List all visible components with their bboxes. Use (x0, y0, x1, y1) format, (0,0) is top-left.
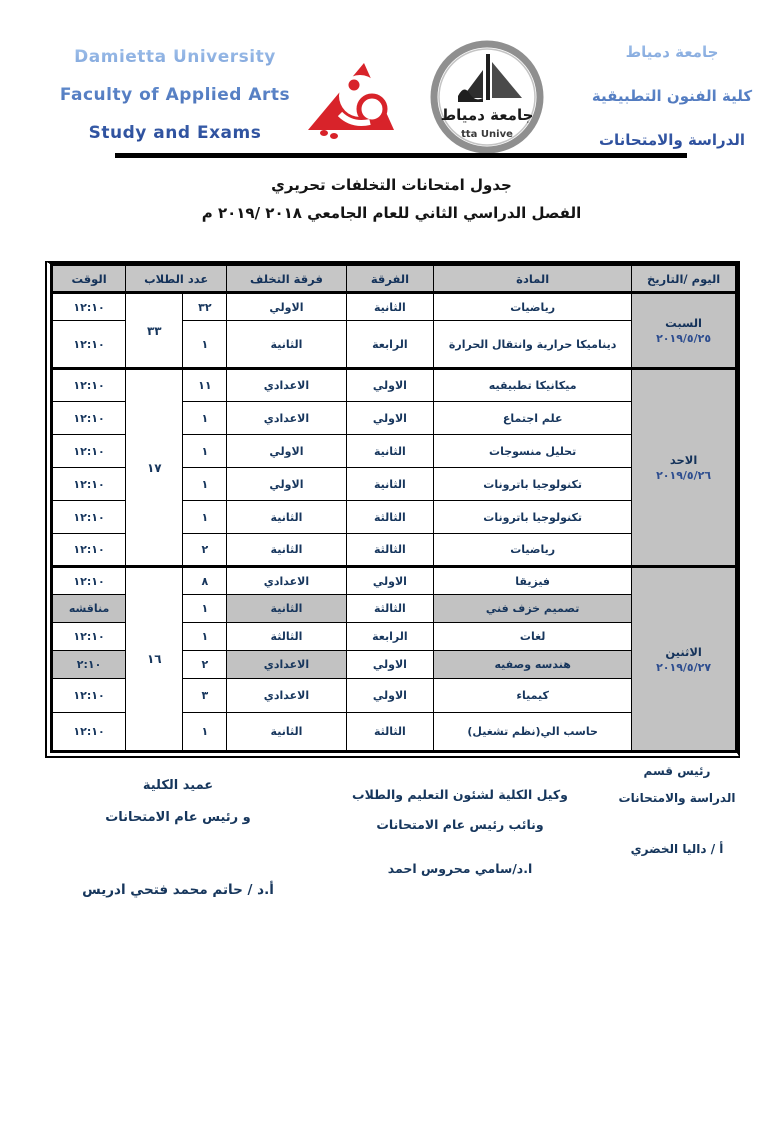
grade-cell: الاولي (346, 567, 433, 595)
subject-cell: رياضيات (434, 293, 632, 321)
english-letterhead-line3: Study and Exams (88, 123, 262, 143)
makeup-cell: الاولي (227, 468, 347, 501)
vice-dean-title-line2: ونائب رئيس عام الامتحانات (376, 817, 544, 832)
exam-schedule-table (52, 265, 736, 751)
document-title (45, 176, 738, 222)
subject-cell: تكنولوجيا باترونات (434, 468, 632, 501)
english-letterhead (52, 38, 298, 152)
day-date: ٢٠١٩/٥/٢٧ (656, 660, 712, 674)
count-cell: ١١ (183, 369, 227, 402)
day-name: الاحد (669, 453, 698, 467)
total-students-cell: ٣٣ (126, 293, 183, 369)
makeup-cell: الثالثة (227, 623, 347, 651)
subject-cell: تصميم خزف فني (434, 595, 632, 623)
count-cell: ١ (183, 713, 227, 751)
dept-head-title-line2: الدراسة والامتحانات (618, 791, 736, 805)
dean-name: أ.د / حاتم محمد فتحي ادريس (82, 882, 274, 898)
signature-block-department-head (588, 758, 766, 863)
time-cell: ١٢:١٠ (53, 679, 126, 713)
grade-cell: الاولي (346, 402, 433, 435)
grade-cell: الرابعة (346, 321, 433, 369)
table-header-row (53, 266, 736, 293)
header-students: عدد الطلاب (126, 266, 227, 293)
subject-cell: تحليل منسوجات (434, 435, 632, 468)
time-cell: ١٢:١٠ (53, 534, 126, 567)
time-cell: ١٢:١٠ (53, 567, 126, 595)
total-students-cell: ١٧ (126, 369, 183, 567)
subject-cell: ديناميكا حرارية وانتقال الحرارة (434, 321, 632, 369)
count-cell: ١ (183, 468, 227, 501)
vice-dean-name: ا.د/سامي محروس احمد (387, 861, 533, 876)
time-cell: ١٢:١٠ (53, 435, 126, 468)
header-day: اليوم /التاريخ (632, 266, 736, 293)
grade-cell: الثانية (346, 468, 433, 501)
subject-cell: كيمياء (434, 679, 632, 713)
time-cell: ٢:١٠ (53, 651, 126, 679)
header-divider-line (115, 153, 687, 158)
time-cell: ١٢:١٠ (53, 501, 126, 534)
subject-cell: علم اجتماع (434, 402, 632, 435)
day-name: السبت (665, 316, 703, 330)
grade-cell: الرابعة (346, 623, 433, 651)
header-makeup: فرقة التخلف (227, 266, 347, 293)
makeup-cell: الاولي (227, 293, 347, 321)
subject-cell: ميكانيكا تطبيقيه (434, 369, 632, 402)
dean-title-line1: عميد الكلية (142, 778, 214, 793)
day-date: ٢٠١٩/٥/٢٦ (656, 469, 712, 482)
arabic-letterhead (578, 30, 766, 162)
makeup-cell: الثانية (227, 713, 347, 751)
day-date-cell (632, 567, 736, 751)
table-row (53, 369, 736, 402)
grade-cell: الثالثة (346, 595, 433, 623)
arabic-letterhead-line1: جامعة دمياط (625, 43, 719, 61)
dept-head-name: أ / داليا الخضري (630, 842, 724, 856)
dean-title-line2: و رئيس عام الامتحانات (105, 810, 251, 825)
title-line1: جدول امتحانات التخلفات تحريري (271, 176, 512, 194)
grade-cell: الاولي (346, 651, 433, 679)
signature-block-dean (48, 770, 308, 906)
count-cell: ١ (183, 321, 227, 369)
time-cell: ١٢:١٠ (53, 468, 126, 501)
day-date-cell (632, 369, 736, 567)
makeup-cell: الثانية (227, 321, 347, 369)
subject-cell: حاسب الي(نظم تشغيل) (434, 713, 632, 751)
time-cell: مناقشه (53, 595, 126, 623)
count-cell: ٣٢ (183, 293, 227, 321)
count-cell: ٨ (183, 567, 227, 595)
count-cell: ١ (183, 501, 227, 534)
count-cell: ٢ (183, 651, 227, 679)
makeup-cell: الاولي (227, 435, 347, 468)
day-date: ٢٠١٩/٥/٢٥ (656, 332, 712, 345)
makeup-cell: الاعدادي (227, 567, 347, 595)
count-cell: ٣ (183, 679, 227, 713)
time-cell: ١٢:١٠ (53, 713, 126, 751)
exam-schedule-table-wrap (45, 261, 740, 758)
time-cell: ١٢:١٠ (53, 402, 126, 435)
count-cell: ١ (183, 435, 227, 468)
english-letterhead-line2: Faculty of Applied Arts (59, 85, 291, 105)
count-cell: ١ (183, 595, 227, 623)
count-cell: ١ (183, 402, 227, 435)
grade-cell: الثالثة (346, 501, 433, 534)
title-line2: الفصل الدراسي الثاني للعام الجامعي ٢٠١٨ /٢٠١٩ م (201, 204, 582, 222)
subject-cell: رياضيات (434, 534, 632, 567)
faculty-logo-icon (306, 58, 398, 142)
count-cell: ٢ (183, 534, 227, 567)
makeup-cell: الاعدادي (227, 402, 347, 435)
university-seal-icon (430, 40, 544, 154)
header-subject: المادة (434, 266, 632, 293)
makeup-cell: الثانية (227, 501, 347, 534)
day-group (53, 293, 736, 369)
count-cell: ١ (183, 623, 227, 651)
grade-cell: الثالثة (346, 534, 433, 567)
day-date-cell (632, 293, 736, 369)
grade-cell: الثانية (346, 293, 433, 321)
subject-cell: لغات (434, 623, 632, 651)
time-cell: ١٢:١٠ (53, 369, 126, 402)
day-group (53, 369, 736, 567)
subject-cell: فيزيقا (434, 567, 632, 595)
time-cell: ١٢:١٠ (53, 623, 126, 651)
grade-cell: الاولي (346, 679, 433, 713)
makeup-cell: الاعدادي (227, 651, 347, 679)
makeup-cell: الثانية (227, 595, 347, 623)
vice-dean-title-line1: وكيل الكلية لشئون التعليم والطلاب (352, 787, 568, 802)
dept-head-title-line1: رئيس قسم (643, 764, 711, 778)
grade-cell: الثالثة (346, 713, 433, 751)
subject-cell: هندسه وصفيه (434, 651, 632, 679)
arabic-letterhead-line3: الدراسة والامتحانات (598, 131, 746, 149)
arabic-letterhead-line2: كلية الفنون التطبيقية (591, 87, 753, 105)
header-time: الوقت (53, 266, 126, 293)
grade-cell: الاولي (346, 369, 433, 402)
seal-arabic-text: جامعة دمياط (440, 106, 534, 124)
day-name: الاثنين (665, 644, 702, 659)
makeup-cell: الثانية (227, 534, 347, 567)
header-grade: الفرقة (346, 266, 433, 293)
day-group (53, 567, 736, 751)
total-students-cell: ١٦ (126, 567, 183, 751)
signature-block-vice-dean (328, 780, 592, 884)
subject-cell: تكنولوجيا باترونات (434, 501, 632, 534)
seal-english-text: tta Unive (461, 129, 513, 140)
table-row (53, 567, 736, 595)
table-row (53, 293, 736, 321)
grade-cell: الثانية (346, 435, 433, 468)
time-cell: ١٢:١٠ (53, 321, 126, 369)
time-cell: ١٢:١٠ (53, 293, 126, 321)
english-letterhead-line1: Damietta University (74, 47, 276, 67)
makeup-cell: الاعدادي (227, 679, 347, 713)
makeup-cell: الاعدادي (227, 369, 347, 402)
